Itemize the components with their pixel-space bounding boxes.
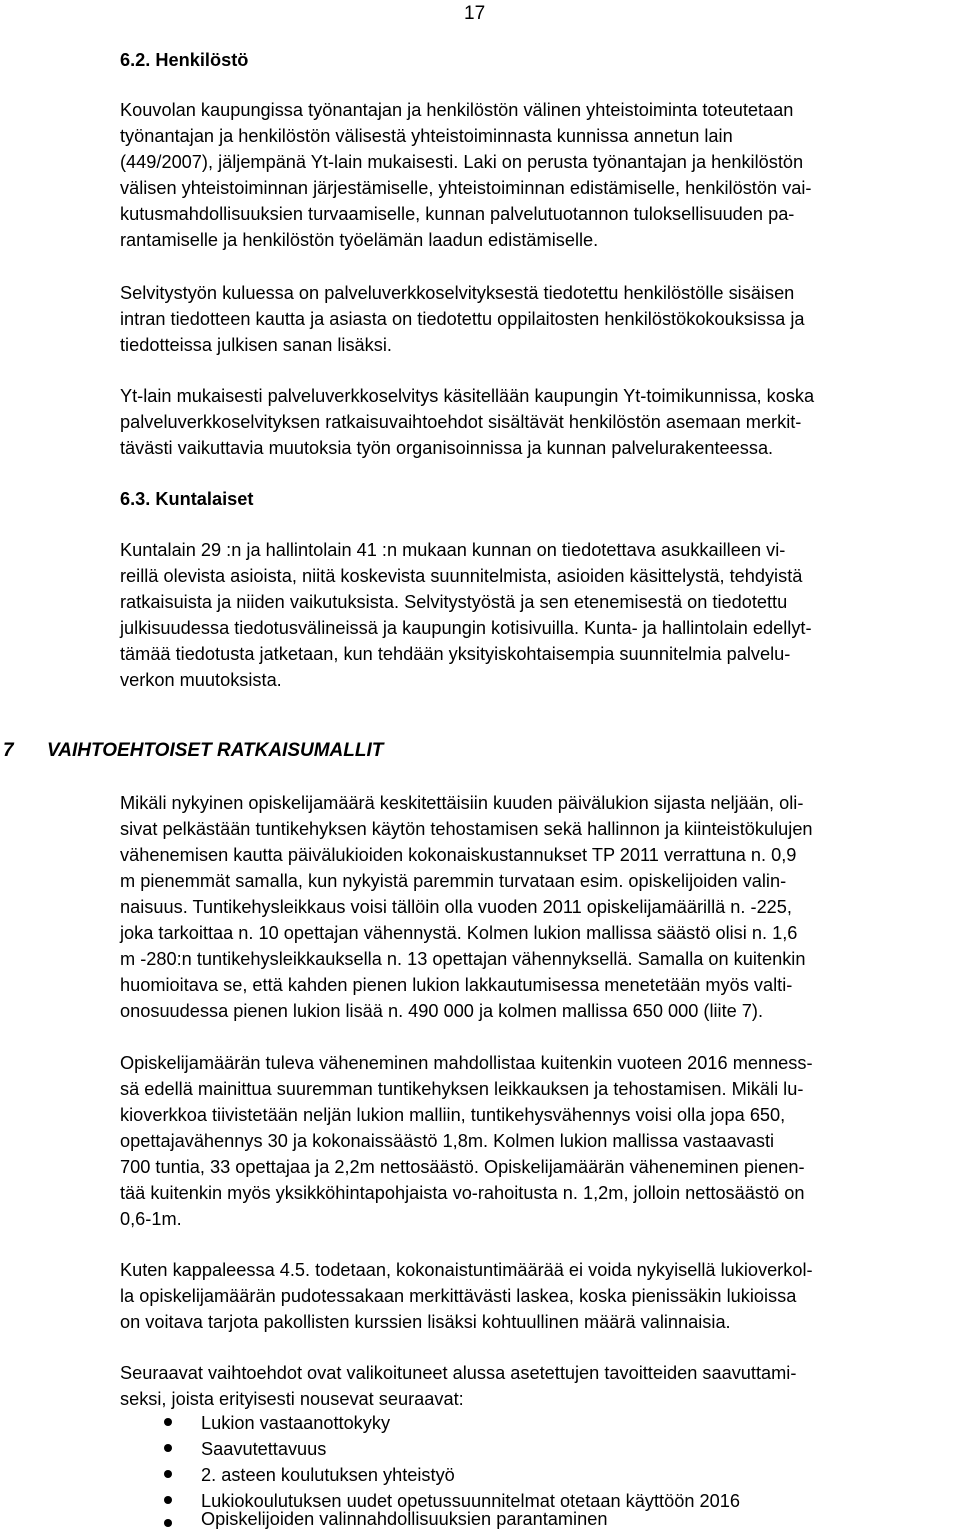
text-line: tiedotteissa julkisen sanan lisäksi. bbox=[120, 335, 392, 355]
text-line: julkisuudessa tiedotusvälineissä ja kaupungin kotisivuilla. Kunta- ja hallintolain edellyt- bbox=[120, 618, 812, 638]
section-6-2-heading: 6.2. Henkilöstö bbox=[120, 50, 249, 70]
text-line: rantamiselle ja henkilöstön työelämän laadun edistämiselle. bbox=[120, 230, 599, 250]
section-7-number: 7 bbox=[3, 740, 14, 761]
text-line: Yt-lain mukaisesti palveluverkkoselvitys käsitellään kaupungin Yt-toimikunnissa, koska bbox=[120, 386, 815, 406]
text-line: seksi, joista erityisesti nousevat seuraavat: bbox=[120, 1389, 464, 1409]
section-6-3-heading: 6.3. Kuntalaiset bbox=[120, 489, 254, 509]
bullet-icon bbox=[164, 1496, 172, 1504]
list-item-text: 2. asteen koulutuksen yhteistyö bbox=[201, 1465, 455, 1485]
text-line: on voitava tarjota pakollisten kurssien lisäksi kohtuullinen määrä valinnaisia. bbox=[120, 1312, 731, 1332]
text-line: Selvitystyön kuluessa on palveluverkkoselvityksestä tiedotettu henkilöstölle sisäisen bbox=[120, 283, 795, 303]
text-line: työnantajan ja henkilöstön välisestä yhteistoiminnasta kunnissa annetun lain bbox=[120, 126, 733, 146]
text-line: palveluverkkoselvityksen ratkaisuvaihtoehdot sisältävät henkilöstön asemaan merkit- bbox=[120, 412, 802, 432]
text-line: joka tarkoittaa n. 10 opettajan vähennystä. Kolmen lukion mallissa säästö olisi n. 1,6 bbox=[120, 923, 798, 943]
text-line: reillä olevista asioista, niitä koskevista suunnitelmista, asioiden käsittelystä, tehdyistä bbox=[120, 566, 803, 586]
list-item-text: Opiskelijoiden valinnahdollisuuksien parantaminen bbox=[201, 1509, 608, 1529]
text-line: la opiskelijamäärän pudotessakaan merkittävästi laskea, koska pienissäkin lukioissa bbox=[120, 1286, 797, 1306]
text-line: 0,6-1m. bbox=[120, 1209, 182, 1229]
bullet-icon bbox=[164, 1418, 172, 1426]
text-line: sä edellä mainittua suuremman tuntikehyksen leikkauksen ja tehostamisen. Mikäli lu- bbox=[120, 1079, 804, 1099]
text-line: välisen yhteistoiminnan järjestämiselle, yhteistoiminnan edistämiselle, henkilöstön vai- bbox=[120, 178, 812, 198]
text-line: Seuraavat vaihtoehdot ovat valikoituneet alussa asetettujen tavoitteiden saavuttami- bbox=[120, 1363, 797, 1383]
text-line: m -280:n tuntikehysleikkauksella n. 13 opettajan vähennyksellä. Samalla on kuitenkin bbox=[120, 949, 806, 969]
text-line: naisuus. Tuntikehysleikkaus voisi tällöin olla vuoden 2011 opiskelijamäärillä n. -225, bbox=[120, 897, 792, 917]
bullet-icon bbox=[164, 1444, 172, 1452]
section-7-heading: VAIHTOEHTOISET RATKAISUMALLIT bbox=[47, 740, 384, 761]
text-line: tävästi vaikuttavia muutoksia työn organisoinnissa ja kunnan palvelurakenteessa. bbox=[120, 438, 774, 458]
text-line: kutusmahdollisuuksien turvaamiselle, kunnan palvelutuotannon tuloksellisuuden pa- bbox=[120, 204, 795, 224]
text-line: Kouvolan kaupungissa työnantajan ja henkilöstön välinen yhteistoiminta toteutetaan bbox=[120, 100, 794, 120]
page-number: 17 bbox=[464, 3, 486, 24]
text-line: Kuntalain 29 :n ja hallintolain 41 :n mukaan kunnan on tiedotettava asukkailleen vi- bbox=[120, 540, 786, 560]
list-item-text: Lukion vastaanottokyky bbox=[201, 1413, 391, 1433]
text-line: (449/2007), jäljempänä Yt-lain mukaisesti. Laki on perusta työnantajan ja henkilöstön bbox=[120, 152, 804, 172]
text-line: huomioitava se, että kahden pienen lukion lakkautumisessa menetetään myös valti- bbox=[120, 975, 793, 995]
text-line: ratkaisuista ja niiden vaikutuksista. Selvitystyöstä ja sen etenemisestä on tiedotettu bbox=[120, 592, 788, 612]
text-line: sivat pelkästään tuntikehyksen käytön tehostamisen sekä hallinnon ja kiinteistökulujen bbox=[120, 819, 813, 839]
text-line: Mikäli nykyinen opiskelijamäärä keskitettäisiin kuuden päivälukion sijasta neljään, oli- bbox=[120, 793, 804, 813]
text-line: Opiskelijamäärän tuleva väheneminen mahdollistaa kuitenkin vuoteen 2016 menness- bbox=[120, 1053, 813, 1073]
bullet-icon bbox=[164, 1470, 172, 1478]
text-line: intran tiedotteen kautta ja asiasta on tiedotettu oppilaitosten henkilöstökokouksissa ja bbox=[120, 309, 805, 329]
list-item-text: Saavutettavuus bbox=[201, 1439, 327, 1459]
text-line: kioverkkoa tiivistetään neljän lukion malliin, tuntikehysvähennys voisi olla jopa 650, bbox=[120, 1105, 786, 1125]
text-line: tämää tiedotusta jatketaan, kun tehdään yksityiskohtaisempia suunnitelmia palvelu- bbox=[120, 644, 791, 664]
text-line: opettajavähennys 30 ja kokonaissäästö 1,8m. Kolmen lukion mallissa vastaavasti bbox=[120, 1131, 775, 1151]
bullet-icon bbox=[164, 1519, 172, 1527]
text-line: verkon muutoksista. bbox=[120, 670, 282, 690]
text-line: tää kuitenkin myös yksikköhintapohjaista vo-rahoitusta n. 1,2m, jolloin nettosäästö on bbox=[120, 1183, 805, 1203]
text-line: onosuudessa pienen lukion lisää n. 490 000 ja kolmen mallissa 650 000 (liite 7). bbox=[120, 1001, 764, 1021]
text-line: vähenemisen kautta päivälukioiden kokonaiskustannukset TP 2011 verrattuna n. 0,9 bbox=[120, 845, 797, 865]
list-item-text: Lukiokoulutuksen uudet opetussuunnitelmat otetaan käyttöön 2016 bbox=[201, 1491, 740, 1511]
text-line: 700 tuntia, 33 opettajaa ja 2,2m nettosäästö. Opiskelijamäärän väheneminen pienen- bbox=[120, 1157, 805, 1177]
text-line: m pienemmät samalla, kun nykyistä paremmin turvataan esim. opiskelijoiden valin- bbox=[120, 871, 787, 891]
text-line: Kuten kappaleessa 4.5. todetaan, kokonaistuntimäärää ei voida nykyisellä lukioverkol- bbox=[120, 1260, 813, 1280]
